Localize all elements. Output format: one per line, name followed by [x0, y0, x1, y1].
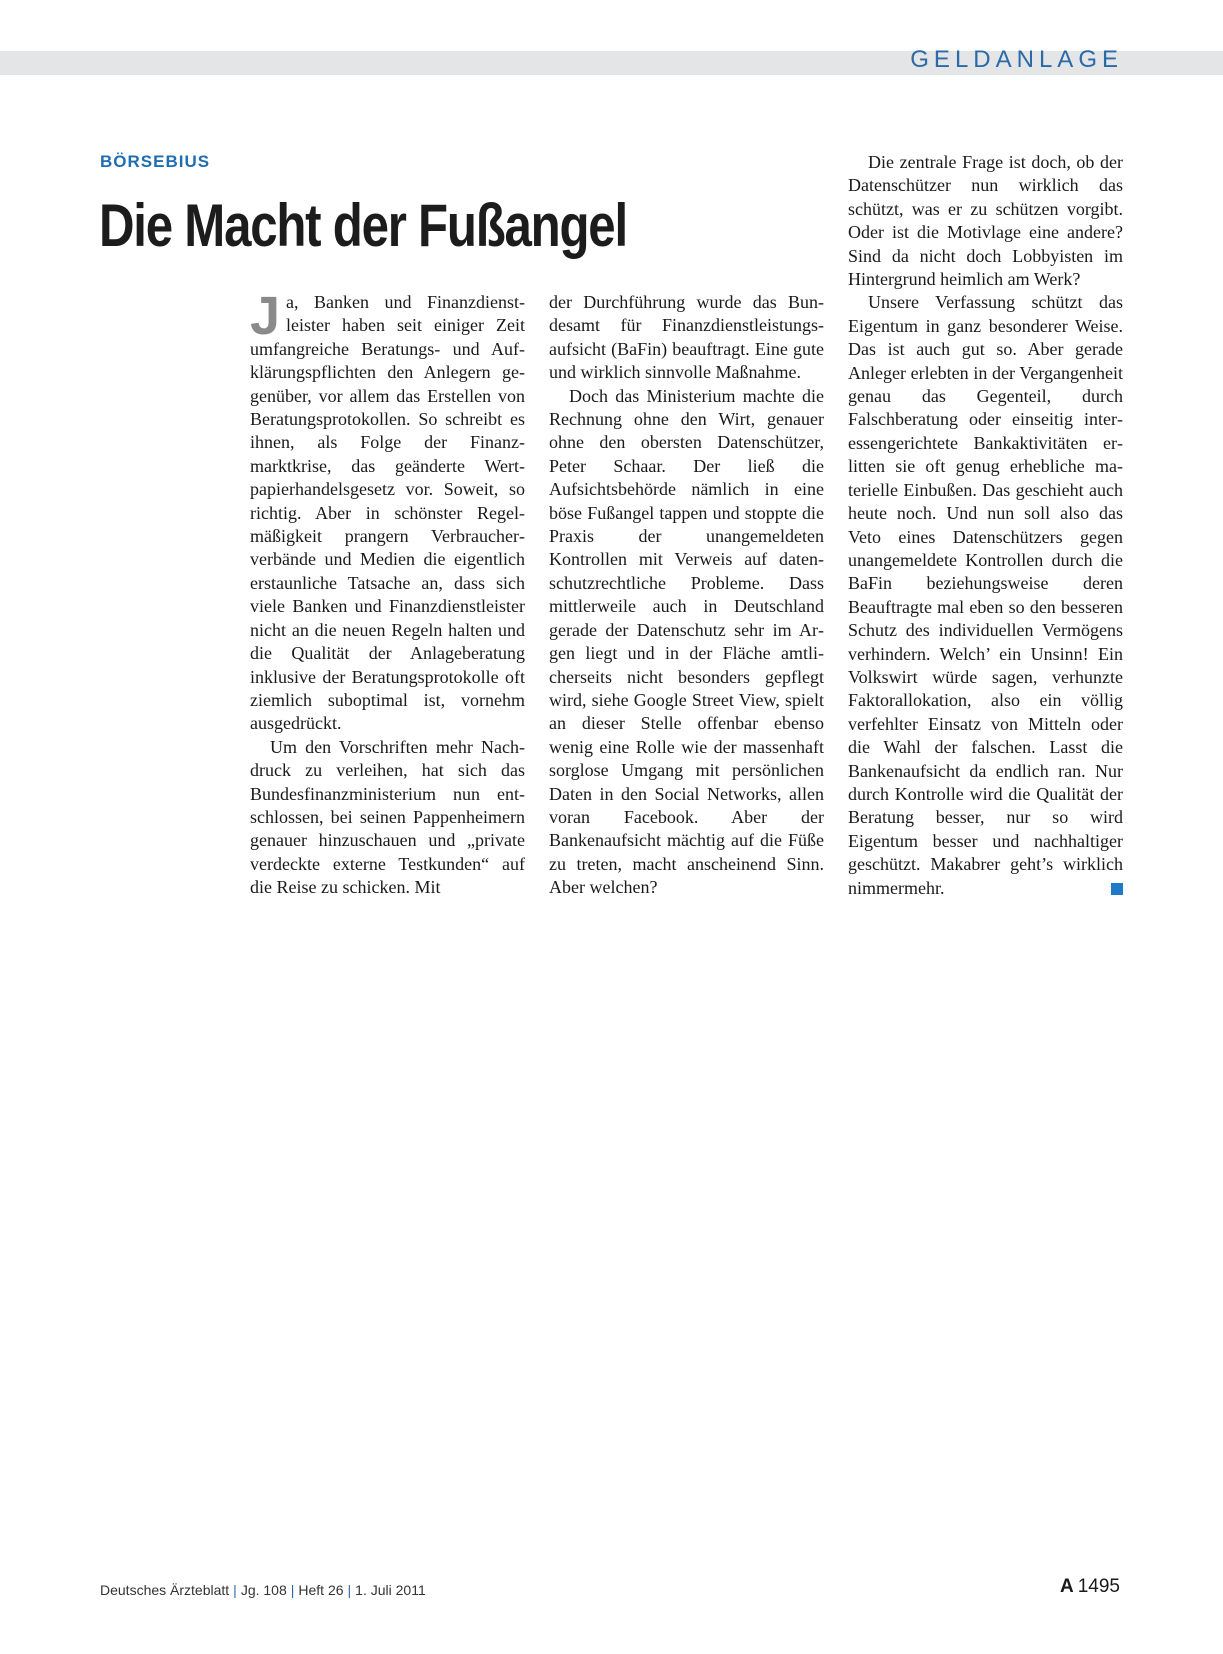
separator-icon: |	[233, 1582, 237, 1598]
end-mark-icon	[1111, 883, 1123, 895]
article-column-1	[250, 286, 525, 900]
page-prefix: A	[1059, 1576, 1074, 1597]
article-kicker: BÖRSEBIUS	[100, 152, 211, 171]
issue: Heft 26	[298, 1582, 344, 1598]
section-label: GELDANLAGE	[910, 46, 1123, 73]
page-number	[1060, 1576, 1120, 1598]
paragraph: Doch das Ministerium machte die Rechnung ohne den Wirt, genauer ohne den obersten Datenschützer, Peter Schaar. Der ließ die Aufsichtsbehörde nämlich in eine böse Fußangel tappen und stoppte die Praxis der unangemeldeten Kontrollen mit Verweis auf datenschutzrechtliche Probleme. Dass mittlerweile auch in Deutschland gerade der Datenschutz sehr im Argen liegt und in der Fläche amtlicherseits nicht besonders gepflegt wird, siehe Google Street View, spielt an dieser Stelle offenbar ebenso wenig eine Rolle wie der massenhaft sorglose Umgang mit persönlichen Daten in den Social Networks, allen voran Facebook. Aber der Bankenaufsicht mächtig auf die Füße zu treten, macht anscheinend Sinn. Aber welchen?	[549, 385, 824, 898]
separator-icon: |	[290, 1582, 295, 1598]
drop-cap: J	[250, 286, 281, 346]
footer-citation	[100, 1582, 426, 1598]
article-title: Die Macht der Fußangel	[99, 192, 627, 259]
article-column-2	[549, 291, 824, 900]
paragraph-text: Unsere Verfassung schützt das Eigentum in ganz besonderer Weise. Das ist auch gut so. Aber gerade Anleger erlebten in der Vergangenheit genau das Gegenteil, durch Falschberatung oder einseitig interessengerichtete Bankaktivitäten erlitten sie oft genug erhebliche materielle Einbußen. Das geschieht auch heute noch. Und nun soll also das Veto eines Datenschützers gegen unangemeldete Kontrollen durch die BaFin beziehungsweise deren Beauftragte mal eben so den besseren Schutz des individuellen Vermögens verhindern. Welch’ ein Unsinn! Ein Volkswirt würde sagen, verhunzte Faktorallokation, also ein völlig verfehlter Einsatz von Mitteln oder die Wahl der falschen. Lasst die Bankenaufsicht da endlich ran. Nur durch Kontrolle wird die Qualität der Beratung besser, nur so wird Eigentum besser und nachhaltiger geschützt. Makabrer geht’s wirklich nimmermehr.	[848, 292, 1123, 898]
paragraph-final	[848, 291, 1123, 900]
volume: Jg. 108	[240, 1582, 287, 1598]
page-number-value: 1495	[1077, 1576, 1120, 1597]
issue-date: 1. Juli 2011	[355, 1582, 426, 1598]
paragraph: Um den Vorschriften mehr Nachdruck zu verleihen, hat sich das Bundesfinanzministerium nun entschlossen, bei seinen Pappenheimern genauer hinzuschauen und „private verdeckte externe Testkunden“ auf die Reise zu schicken. Mit	[250, 736, 525, 898]
paragraph: Die zentrale Frage ist doch, ob der Datenschützer nun wirklich das schützt, was er zu schützen vorgibt. Oder ist die Motivlage eine andere? Sind da nicht doch Lobbyisten im Hintergrund heimlich am Werk?	[848, 152, 1123, 290]
paragraph: der Durchführung wurde das Bundesamt für Finanzdienstleistungsaufsicht (BaFin) beauftragt. Eine gute und wirklich sinnvolle Maßnahme.	[549, 292, 824, 383]
paragraph: a, Banken und Finanzdienstleister haben seit einiger Zeit umfangreiche Beratungs- und Aufklärungspflichten den Anlegern gegenüber, vor allem das Erstellen von Beratungsprotokollen. So schreibt es ihnen, als Folge der Finanzmarktkrise, das geänderte Wertpapierhandelsgesetz vor. Soweit, so richtig. Aber in schönster Regelmäßigkeit prangern Verbraucherverbände und Medien die eigentlich erstaunliche Tatsache an, dass sich viele Banken und Finanzdienstleister nicht an die neuen Regeln halten und die Qualität der Anlageberatung inklusive der Beratungsprotokolle oft ziemlich suboptimal ist, vornehm ausgedrückt.	[250, 292, 525, 734]
journal-name: Deutsches Ärzteblatt	[100, 1582, 230, 1598]
article-column-3	[848, 151, 1123, 900]
separator-icon: |	[347, 1582, 352, 1598]
